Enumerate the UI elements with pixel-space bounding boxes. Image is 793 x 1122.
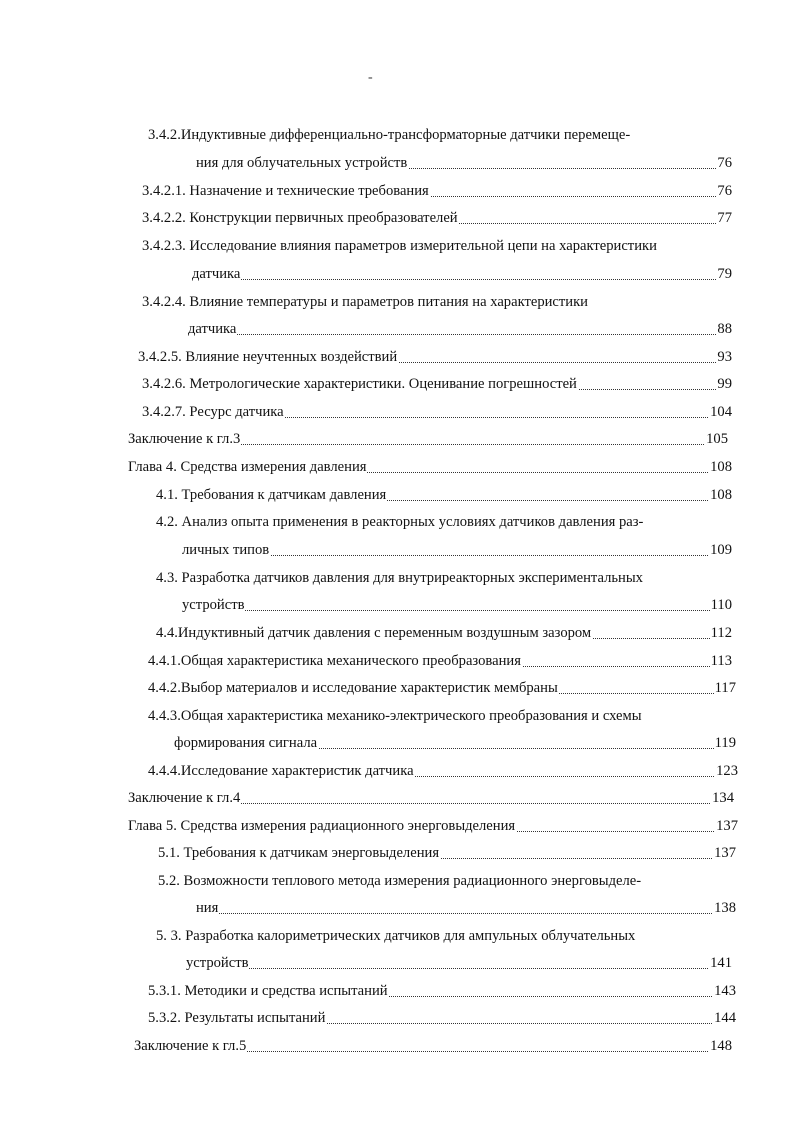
toc-entry [186,952,732,974]
toc-entry [138,346,732,368]
toc-entry-text: 5.3.1. Методики и средства испытаний [148,983,388,999]
toc-page-number: 76 [716,152,732,174]
toc-entry-text: 5.2. Возможности теплового метода измерения радиационного энерговыделе- [158,873,642,889]
toc-entry [192,263,732,285]
toc-entry [156,622,732,644]
toc-entry [128,456,732,478]
toc-entry-text: 4.4.4.Исследование характеристик датчика [148,763,414,779]
toc-entry-text: 4.1. Требования к датчикам давления [156,487,387,503]
toc-page-number: 117 [714,677,736,699]
toc-page-number: 123 [715,760,738,782]
toc-entry [148,980,736,1002]
toc-entry [134,1035,732,1057]
toc-page-number: 141 [709,952,732,974]
toc-entry-text: 3.4.2.5. Влияние неучтенных воздействий [138,349,398,365]
toc-entry [174,732,736,754]
toc-entry-text: 3.4.2.7. Ресурс датчика [142,404,284,420]
toc-entry [182,594,732,616]
toc-entry [142,180,732,202]
toc-entry [142,235,742,257]
toc-entry [156,511,736,533]
toc-entry-text: 4.4.Индуктивный датчик давления с переменным воздушным зазором [156,625,592,641]
toc-entry-text: 3.4.2.1. Назначение и технические требования [142,183,429,199]
toc-entry-text: 3.4.2.4. Влияние температуры и параметров питания на характеристики [142,294,588,310]
toc-entry-text: 3.4.2.Индуктивные дифференциально-трансформаторные датчики перемеще- [148,127,631,143]
toc-entry-text: Заключение к гл.4 [128,790,241,806]
toc-page-number: 119 [714,732,736,754]
toc-entry [156,567,736,589]
toc-page-number: 113 [710,650,732,672]
toc-entry [148,677,736,699]
toc-entry [142,207,732,229]
toc-entry [128,815,738,837]
toc-entry [128,787,734,809]
toc-entry-text: 4.4.3.Общая характеристика механико-электрического преобразования и схемы [148,708,642,724]
toc-entry [158,870,736,892]
toc-entry [196,897,736,919]
toc-entry-text: ния [196,900,219,916]
toc-entry [142,401,732,423]
toc-entry [156,925,736,947]
toc-entry-text: 4.4.2.Выбор материалов и исследование характеристик мембраны [148,680,558,696]
toc-entry [182,539,732,561]
toc-entry [128,428,728,450]
toc-page-number: 108 [709,456,732,478]
toc-entry-text: Заключение к гл.5 [134,1038,247,1054]
toc-entry [142,373,732,395]
toc-page-number: 112 [710,622,732,644]
toc-entry [188,318,732,340]
toc-page-number: 99 [716,373,732,395]
toc-entry-text: 3.4.2.6. Метрологические характеристики. Оценивание погрешностей [142,376,577,392]
toc-page-number: 143 [713,980,736,1002]
toc-entry [156,484,732,506]
toc-entry-text: 3.4.2.2. Конструкции первичных преобразователей [142,210,458,226]
toc-entry [148,124,748,146]
toc-page-number: 148 [709,1035,732,1057]
toc-entry-text: ния для облучательных устройств [196,155,408,171]
toc-entry [142,291,732,313]
toc-entry-text: 3.4.2.3. Исследование влияния параметров измерительной цепи на характеристики [142,238,657,254]
toc-entry [158,842,736,864]
toc-entry-text: датчика [192,266,241,282]
toc-page-number: 76 [716,180,732,202]
toc-entry-text: личных типов [182,542,270,558]
toc-entry-text: 5.3.2. Результаты испытаний [148,1010,326,1026]
toc-entry-text: устройств [186,955,249,971]
toc-page-number: 77 [716,207,732,229]
toc-page-number: 88 [716,318,732,340]
toc-page-number: 104 [709,401,732,423]
toc-page-number: 108 [709,484,732,506]
toc-page-number: 134 [711,787,734,809]
toc-entry-text: 5. 3. Разработка калориметрических датчиков для ампульных облучательных [156,928,636,944]
toc-entry [148,650,732,672]
toc-page-number: 109 [709,539,732,561]
toc-entry-text: Глава 5. Средства измерения радиационного энерговыделения [128,818,516,834]
toc-entry-text: устройств [182,597,245,613]
toc-page-number: 137 [713,842,736,864]
toc-page-number: 144 [713,1007,736,1029]
toc-entry-text: 4.4.1.Общая характеристика механического преобразования [148,653,521,669]
toc-page-number: 137 [715,815,738,837]
page-mark: - [368,70,373,85]
toc-entry [196,152,732,174]
toc-entry-text: 4.3. Разработка датчиков давления для внутриреакторных экспериментальных [156,570,643,586]
toc-entry [148,705,738,727]
toc-entry-text: Глава 4. Средства измерения давления [128,459,367,475]
toc-page-number: 138 [713,897,736,919]
toc-entry [148,1007,736,1029]
toc-entry-text: 4.2. Анализ опыта применения в реакторных условиях датчиков давления раз- [156,514,644,530]
toc-entry-text: Заключение к гл.3 [128,431,241,447]
toc-page-number: 79 [716,263,732,285]
toc-page-number: 93 [716,346,732,368]
toc-entry-text: 5.1. Требования к датчикам энерговыделения [158,845,440,861]
toc-page-number: 105 [705,428,728,450]
toc-page-number: 110 [710,594,732,616]
toc-entry-text: датчика [188,321,237,337]
toc-entry-text: формирования сигнала [174,735,318,751]
toc-entry [148,760,738,782]
